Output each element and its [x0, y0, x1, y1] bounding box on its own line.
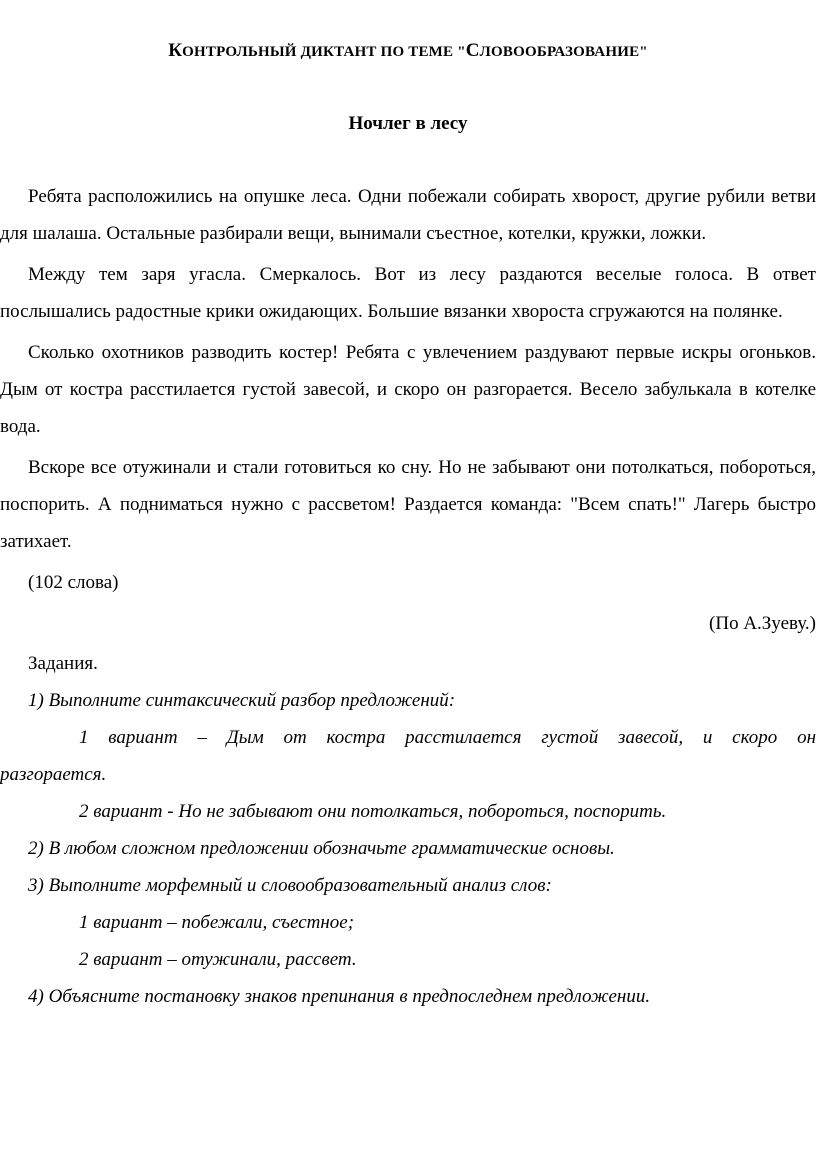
title-part: ЛОВООБРАЗОВАНИЕ"	[479, 44, 648, 60]
tasks-heading: Задания.	[28, 653, 98, 674]
word-count: (102 слова)	[28, 572, 119, 593]
title-part: ОНТРОЛЬНЫЙ ДИКТАНТ ПО ТЕМЕ "	[182, 44, 466, 60]
paragraph: Ребята расположились на опушке леса. Одни побежали собирать хворост, другие рубили ветви для шалаша. Остальные разбирали вещи, вынимали съестное, котелки, кружки, ложки.	[0, 186, 816, 244]
paragraph: Вскоре все отужинали и стали готовиться ко сну. Но не забывают они потолкаться, побороться, поспорить. А подниматься нужно с рассветом! Раздается команда: "Всем спать!" Лагерь быстро затихает.	[0, 457, 816, 552]
dictation-title: Ночлег в лесу	[348, 113, 468, 134]
task-1-variant-2: 2 вариант - Но не забывают они потолкаться, побороться, поспорить.	[79, 801, 667, 822]
paragraph: Между тем заря угасла. Смеркалось. Вот из лесу раздаются веселые голоса. В ответ послышались радостные крики ожидающих. Большие вязанки хвороста сгружаются на полянке.	[0, 264, 816, 322]
document-body	[0, 178, 816, 1015]
task-3: 3) Выполните морфемный и словообразовательный анализ слов:	[28, 875, 552, 896]
source-attribution: (По А.Зуеву.)	[709, 613, 816, 634]
title-part: К	[168, 40, 183, 61]
title-part: С	[465, 40, 480, 61]
task-3-variant-1: 1 вариант – побежали, съестное;	[79, 912, 355, 933]
task-4: 4) Объясните постановку знаков препинания в предпоследнем предложении.	[28, 986, 651, 1007]
task-3-variant-2: 2 вариант – отужинали, рассвет.	[79, 949, 357, 970]
task-2: 2) В любом сложном предложении обозначьте грамматические основы.	[28, 838, 615, 859]
paragraph: Сколько охотников разводить костер! Ребята с увлечением раздувают первые искры огоньков. Дым от костра расстилается густой завесой, и скоро он разгорается. Весело забулькала в котелке вода.	[0, 342, 816, 437]
task-1: 1) Выполните синтаксический разбор предложений:	[28, 690, 456, 711]
document-title	[0, 40, 816, 62]
task-1-variant-1: 1 вариант – Дым от костра расстилается густой завесой, и скоро он разгорается.	[0, 727, 816, 785]
